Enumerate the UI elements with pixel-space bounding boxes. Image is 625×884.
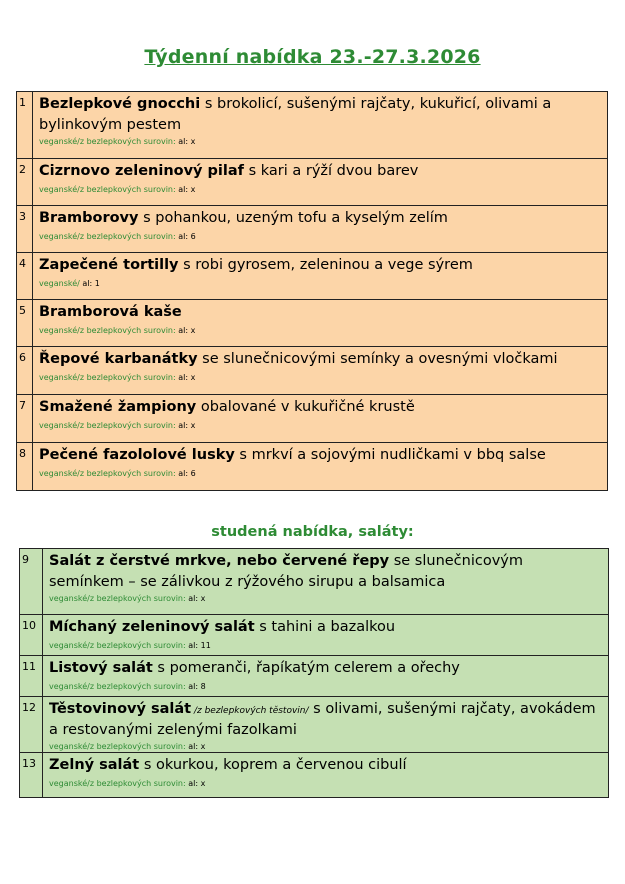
menu-row [17, 300, 608, 347]
dish-description: s robi gyrosem, zeleninou a vege sýrem [178, 257, 473, 273]
dish-text [49, 659, 602, 680]
allergen-label: al: x [178, 373, 196, 382]
diet-label: veganské/z bezlepkových surovin: [49, 779, 186, 788]
cold-menu-body [20, 549, 609, 798]
dish-meta [39, 136, 601, 147]
dish-description: s kari a rýží dvou barev [243, 163, 419, 179]
diet-label: veganské/z bezlepkových surovin: [39, 185, 176, 194]
item-cell [43, 656, 609, 697]
item-number: 1 [17, 92, 33, 159]
dish-description: s pohankou, uzeným tofu a kyselým zelím [138, 210, 448, 226]
diet-label: veganské/z bezlepkových surovin: [49, 682, 186, 691]
dish-name: Smažené žampiony [39, 399, 197, 415]
menu-row [17, 347, 608, 395]
menu-row [20, 697, 609, 753]
item-number: 13 [20, 753, 43, 798]
allergen-label: al: x [178, 326, 196, 335]
dish-description: obalované v kukuřičné krustě [196, 399, 415, 415]
dish-description: s pomeranči, řapíkatým celerem a ořechy [152, 660, 460, 676]
dish-meta [49, 640, 602, 651]
item-cell [33, 253, 608, 300]
dish-name: Řepové karbanátky [39, 351, 198, 367]
item-cell [43, 549, 609, 615]
diet-label: veganské/z bezlepkových surovin: [49, 742, 186, 751]
menu-row [20, 656, 609, 697]
dish-description: s brokolicí, sušenými rajčaty, kukuřicí, olivami a bylinkovým pestem [39, 96, 552, 133]
dish-description: s tahini a bazalkou [254, 619, 396, 635]
item-cell [33, 159, 608, 206]
dish-text [39, 350, 601, 371]
menu-row [17, 443, 608, 491]
dish-text [39, 95, 601, 135]
allergen-label: al: 6 [178, 469, 196, 478]
item-cell [33, 300, 608, 347]
item-number: 2 [17, 159, 33, 206]
dish-description-extra: s olivami, sušenými rajčaty, avokádem a restovanými zelenými fazolkami [49, 701, 596, 738]
item-cell [33, 347, 608, 395]
dish-text [49, 756, 602, 777]
item-number: 7 [17, 395, 33, 443]
item-number: 12 [20, 697, 43, 753]
allergen-label: al: 8 [188, 682, 206, 691]
menu-row [20, 549, 609, 615]
dish-text [49, 700, 602, 740]
dish-meta [39, 325, 601, 336]
allergen-label: al: 1 [82, 279, 100, 288]
item-cell [43, 615, 609, 656]
diet-label: veganské/ [39, 279, 80, 288]
item-number: 8 [17, 443, 33, 491]
diet-label: veganské/z bezlepkových surovin: [39, 421, 176, 430]
item-cell [33, 206, 608, 253]
diet-label: veganské/z bezlepkových surovin: [39, 232, 176, 241]
dish-name: Míchaný zeleninový salát [49, 619, 255, 635]
dish-text [39, 209, 601, 230]
diet-label: veganské/z bezlepkových surovin: [39, 137, 176, 146]
dish-text [39, 162, 601, 183]
allergen-label: al: x [178, 185, 196, 194]
item-number: 4 [17, 253, 33, 300]
menu-row [17, 92, 608, 159]
dish-name: Bramborovy [39, 210, 139, 226]
allergen-label: al: x [178, 137, 196, 146]
page-title: Týdenní nabídka 23.-27.3.2026 [144, 46, 481, 68]
item-number: 3 [17, 206, 33, 253]
dish-text [39, 446, 601, 467]
menu-row [17, 206, 608, 253]
item-number: 9 [20, 549, 43, 615]
dish-meta [39, 420, 601, 431]
dish-meta [39, 372, 601, 383]
item-cell [33, 395, 608, 443]
item-number: 5 [17, 300, 33, 347]
dish-text [49, 618, 602, 639]
dish-description: se slunečnicovými semínky a ovesnými vločkami [197, 351, 558, 367]
menu-row [17, 253, 608, 300]
diet-label: veganské/z bezlepkových surovin: [49, 641, 186, 650]
dish-name: Pečené fazololové lusky [39, 447, 235, 463]
dish-name: Těstovinový salát [49, 701, 192, 717]
cold-menu-table [19, 548, 609, 798]
allergen-label: al: x [178, 421, 196, 430]
diet-label: veganské/z bezlepkových surovin: [49, 594, 186, 603]
dish-name: Bramborová kaše [39, 304, 182, 320]
item-cell [43, 697, 609, 753]
item-cell [33, 443, 608, 491]
diet-label: veganské/z bezlepkových surovin: [39, 373, 176, 382]
dish-name: Zapečené tortilly [39, 257, 179, 273]
item-cell [43, 753, 609, 798]
hot-menu-table [16, 91, 608, 491]
item-number: 11 [20, 656, 43, 697]
dish-description: s okurkou, koprem a červenou cibulí [139, 757, 407, 773]
dish-meta [49, 681, 602, 692]
dish-meta [49, 778, 602, 789]
dish-name: Zelný salát [49, 757, 140, 773]
cold-menu-heading: studená nabídka, saláty: [211, 524, 414, 540]
dish-text [39, 303, 601, 324]
dish-name: Cizrnovo zeleninový pilaf [39, 163, 244, 179]
allergen-label: al: x [188, 779, 206, 788]
dish-name: Listový salát [49, 660, 153, 676]
dish-meta [49, 593, 602, 604]
allergen-label: al: 6 [178, 232, 196, 241]
allergen-label: al: 11 [188, 641, 211, 650]
hot-menu-body [17, 92, 608, 491]
dish-name: Bezlepkové gnocchi [39, 96, 201, 112]
dish-meta [39, 231, 601, 242]
dish-description: s mrkví a sojovými nudličkami v bbq salse [234, 447, 546, 463]
dish-note: /z bezlepkových těstovin/ [191, 706, 309, 716]
dish-text [39, 398, 601, 419]
menu-row [20, 753, 609, 798]
dish-meta [49, 741, 602, 752]
dish-description: se slunečnicovým semínkem – se zálivkou z rýžového sirupu a balsamica [49, 553, 524, 590]
item-number: 6 [17, 347, 33, 395]
allergen-label: al: x [188, 742, 206, 751]
dish-meta [39, 278, 601, 289]
dish-text [39, 256, 601, 277]
menu-row [20, 615, 609, 656]
dish-meta [39, 184, 601, 195]
diet-label: veganské/z bezlepkových surovin: [39, 326, 176, 335]
dish-meta [39, 468, 601, 479]
dish-name: Salát z čerstvé mrkve, nebo červené řepy [49, 553, 390, 569]
menu-row [17, 159, 608, 206]
dish-text [49, 552, 602, 592]
diet-label: veganské/z bezlepkových surovin: [39, 469, 176, 478]
item-cell [33, 92, 608, 159]
allergen-label: al: x [188, 594, 206, 603]
menu-row [17, 395, 608, 443]
item-number: 10 [20, 615, 43, 656]
